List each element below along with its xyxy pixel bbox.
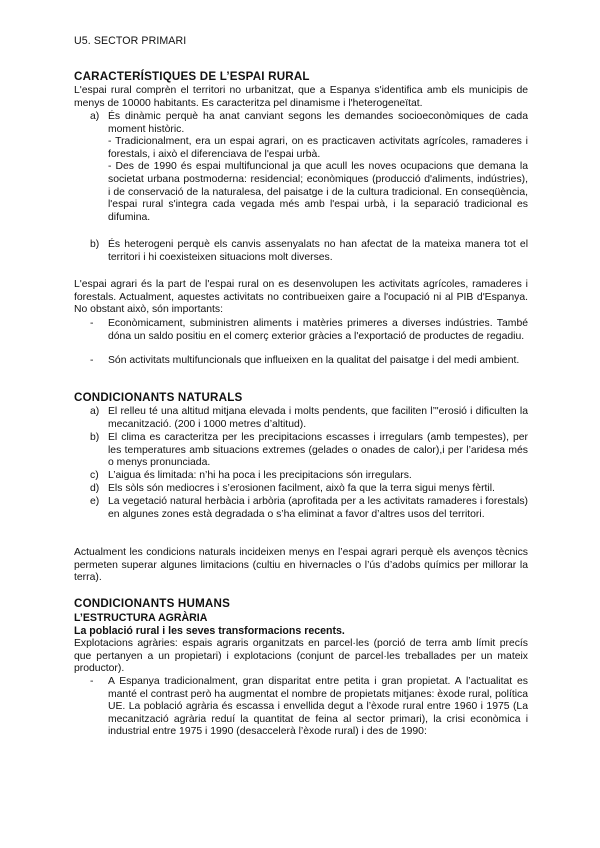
section-title-rural-space: CARACTERÍSTIQUES DE L’ESPAI RURAL (74, 70, 310, 83)
list-marker: a) (90, 111, 100, 122)
list-marker: e) (90, 496, 100, 507)
dash-item-economic (90, 318, 528, 343)
subsection-title-rural-population: La població rural i les seves transformacions recents. (74, 625, 345, 637)
list-item-a (90, 111, 528, 224)
list-item-text: El relleu té una altitud mitjana elevada i molts pendents, que faciliten l’"erosió i dificulten la mecanització. (200 i 1000 metres d’altitud). (108, 406, 528, 430)
list-marker: b) (90, 432, 100, 443)
list-item-water (90, 470, 528, 483)
paragraph-agrarian-space: L'espai agrari és la part de l'espai rural on es desenvolupen les activitats agrícoles, ramaderes i forestals. Actualment, aquestes activitats no contribueixen gaire a l'ocupació ni al PIB d'Espanya. No obstant això, són importants: (74, 279, 528, 316)
section-title-natural: CONDICIONANTS NATURALS (74, 391, 243, 404)
list-marker: b) (90, 239, 100, 250)
paragraph-natural-closing: Actualment les condicions naturals incideixen menys en l’espai agrari perquè els avenços tècnics permeten superar algunes limitacions (cultiu en hivernacles o l’ús d’adobs químics per millorar la terra). (74, 547, 528, 584)
list-item-text: L’aigua és limitada: n’hi ha poca i les precipitacions són irregulars. (108, 470, 412, 481)
list-item-climate (90, 432, 528, 470)
dash-item-text: Econòmicament, subministren aliments i matèries primeres a diverses indústries. També dóna un saldo positiu en el comerç exterior gràcies a l'exportació de productes de regadiu. (108, 318, 528, 342)
subsection-title-agrarian-structure: L’ESTRUCTURA AGRÀRIA (74, 612, 208, 624)
list-item-text: El clima es caracteritza per les precipitacions escasses i irregulars (amb tempestes), per les temperatures amb situacions extremes (gelades o onades de calor),i per l’aridesa més o menys pronunciada. (108, 432, 528, 469)
section-title-human: CONDICIONANTS HUMANS (74, 597, 231, 610)
list-item-subtext: - Des de 1990 és espai multifuncional ja que acull les noves ocupacions que demana la societat urbana postmoderna: residencial; econòmiques (producció d'aliments, indústries), i de conservació de la naturalesa, del paisatge i de la cultura tradicional. En conseqüència, l'espai rural s'integra cada vegada més amb l'espai urbà, i la separació tradicional es difumina. (108, 161, 528, 223)
dash-marker: - (90, 318, 94, 329)
dash-item-spain-property (90, 676, 528, 739)
dash-marker: - (90, 355, 94, 366)
dash-marker: - (90, 676, 94, 687)
list-item-relief (90, 406, 528, 431)
page-header: U5. SECTOR PRIMARI (74, 35, 187, 47)
list-item-vegetation (90, 496, 528, 521)
list-item-text: És heterogeni perquè els canvis assenyalats no han afectat de la mateixa manera tot el territori i hi coexisteixen situacions molt diverses. (108, 239, 528, 263)
list-item-text: És dinàmic perquè ha anat canviant segons les demandes socioeconòmiques de cada moment històric. (108, 111, 528, 135)
list-marker: a) (90, 406, 100, 417)
paragraph-agrarian-holdings: Explotacions agràries: espais agraris organitzats en parcel·les (porció de terra amb límit precís que pertanyen a un propietari) i explotacions (conjunt de parcel·les treballades per un mateix productor). (74, 638, 528, 675)
list-item-b (90, 239, 528, 264)
list-item-soils (90, 483, 528, 496)
dash-item-text: A Espanya tradicionalment, gran disparitat entre petita i gran propietat. A l’actualitat es manté el contrast però ha augmentat el nombre de propietats mitjanes: èxode rural, política UE. La població agrària és escassa i envellida degut a l’èxode rural entre 1960 i 1975 (La mecanització agrària reduí la quantitat de feina al sector primari), la crisi econòmica i industrial entre 1975 i 1990 (desaccelerà l’èxode rural) i des de 1990: (108, 676, 528, 738)
dash-item-text: Són activitats multifuncionals que influeixen en la qualitat del paisatge i del medi ambient. (108, 355, 520, 366)
list-item-text: La vegetació natural herbàcia i arbòria (aprofitada per a les activitats ramaderes i forestals) en algunes zones està degradada o s’ha eliminat a favor d’altres usos del territori. (108, 496, 528, 520)
list-item-subtext: - Tradicionalment, era un espai agrari, on es practicaven activitats agrícoles, ramaderes i forestals, i això el diferenciava de l'espai urbà. (108, 136, 528, 160)
paragraph-rural-intro: L'espai rural comprèn el territori no urbanitzat, que a Espanya s'identifica amb els municipis de menys de 10000 habitants. Es caracteritza pel dinamisme i l'heterogeneïtat. (74, 85, 528, 109)
dash-item-multifunctional (90, 355, 528, 368)
list-marker: d) (90, 483, 100, 494)
list-marker: c) (90, 470, 99, 481)
list-item-text: Els sòls són mediocres i s’erosionen facilment, això fa que la terra sigui menys fèrtil. (108, 483, 495, 494)
